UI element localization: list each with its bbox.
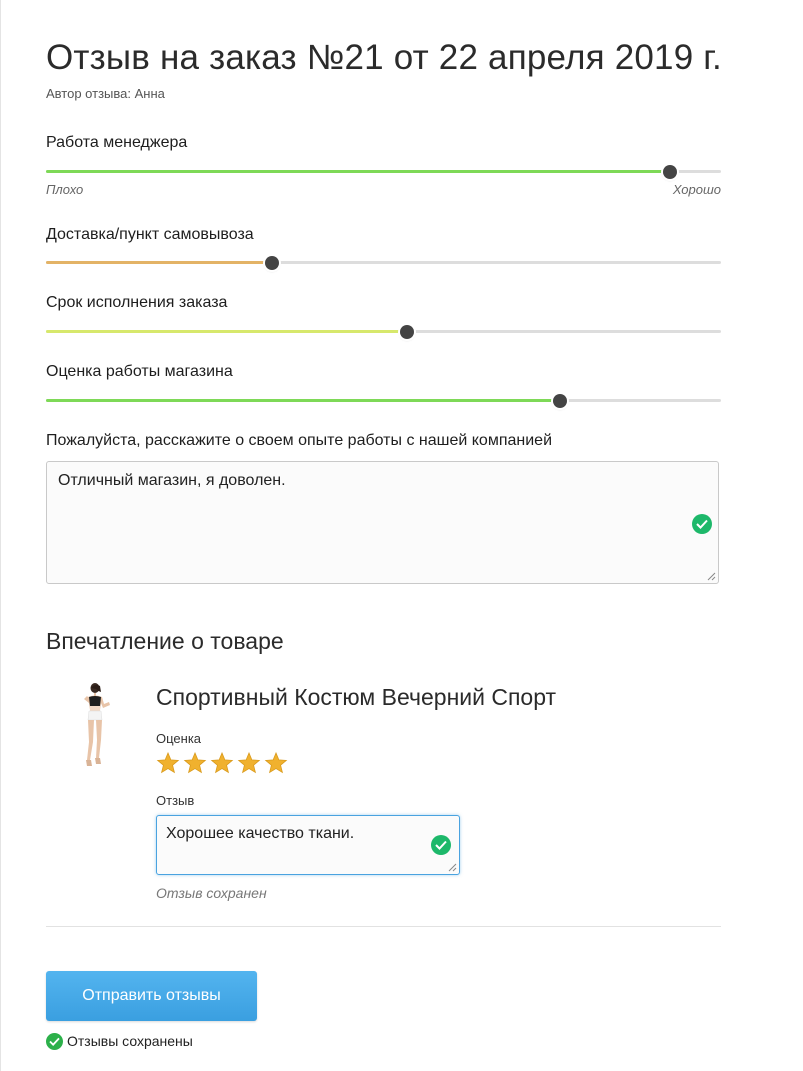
scale-low-label: Плохо [46,182,84,197]
slider-thumb[interactable] [553,394,567,408]
review-author: Автор отзыва: Анна [46,86,165,101]
review-saved-note: Отзыв сохранен [156,885,267,901]
star-icon[interactable] [183,752,207,774]
experience-textarea[interactable] [46,461,719,584]
slider-fill [46,399,560,402]
product-image[interactable] [68,680,114,772]
slider-delivery[interactable] [46,256,721,270]
divider [46,926,721,927]
product-review-textarea[interactable] [156,815,460,875]
save-status [46,1032,193,1050]
slider-thumb[interactable] [400,325,414,339]
resize-handle-icon[interactable] [448,863,457,872]
criterion-label-manager: Работа менеджера [46,134,188,151]
slider-fill [46,170,670,173]
rating-stars[interactable] [156,752,288,774]
star-icon[interactable] [210,752,234,774]
criterion-label-delivery: Доставка/пункт самовывоза [46,226,254,243]
slider-thumb[interactable] [663,165,677,179]
scale-high-label: Хорошо [672,182,721,197]
star-icon[interactable] [156,752,180,774]
save-status-text: Отзывы сохранены [67,1033,193,1049]
product-section-title: Впечатление о товаре [46,628,284,654]
slider-deadline[interactable] [46,325,721,339]
criterion-label-deadline: Срок исполнения заказа [46,294,228,311]
slider-fill [46,261,272,264]
page-left-border [0,0,1,1071]
review-label: Отзыв [156,793,195,808]
product-review-text[interactable]: Хорошее качество ткани. [166,825,355,842]
criterion-label-store: Оценка работы магазина [46,363,233,380]
check-icon [692,514,712,534]
slider-fill [46,330,407,333]
star-icon[interactable] [237,752,261,774]
submit-reviews-button[interactable]: Отправить отзывы [46,971,257,1021]
experience-text[interactable]: Отличный магазин, я доволен. [58,472,286,489]
rating-label: Оценка [156,731,202,746]
star-icon[interactable] [264,752,288,774]
check-icon [431,835,451,855]
slider-store[interactable] [46,394,721,408]
resize-handle-icon[interactable] [707,572,716,581]
slider-manager[interactable] [46,165,721,179]
product-name[interactable]: Спортивный Костюм Вечерний Спорт [156,684,557,710]
page-title: Отзыв на заказ №21 от 22 апреля 2019 г. [46,38,722,77]
experience-prompt: Пожалуйста, расскажите о своем опыте работы с нашей компанией [46,432,552,449]
success-check-icon [46,1033,63,1050]
slider-thumb[interactable] [265,256,279,270]
